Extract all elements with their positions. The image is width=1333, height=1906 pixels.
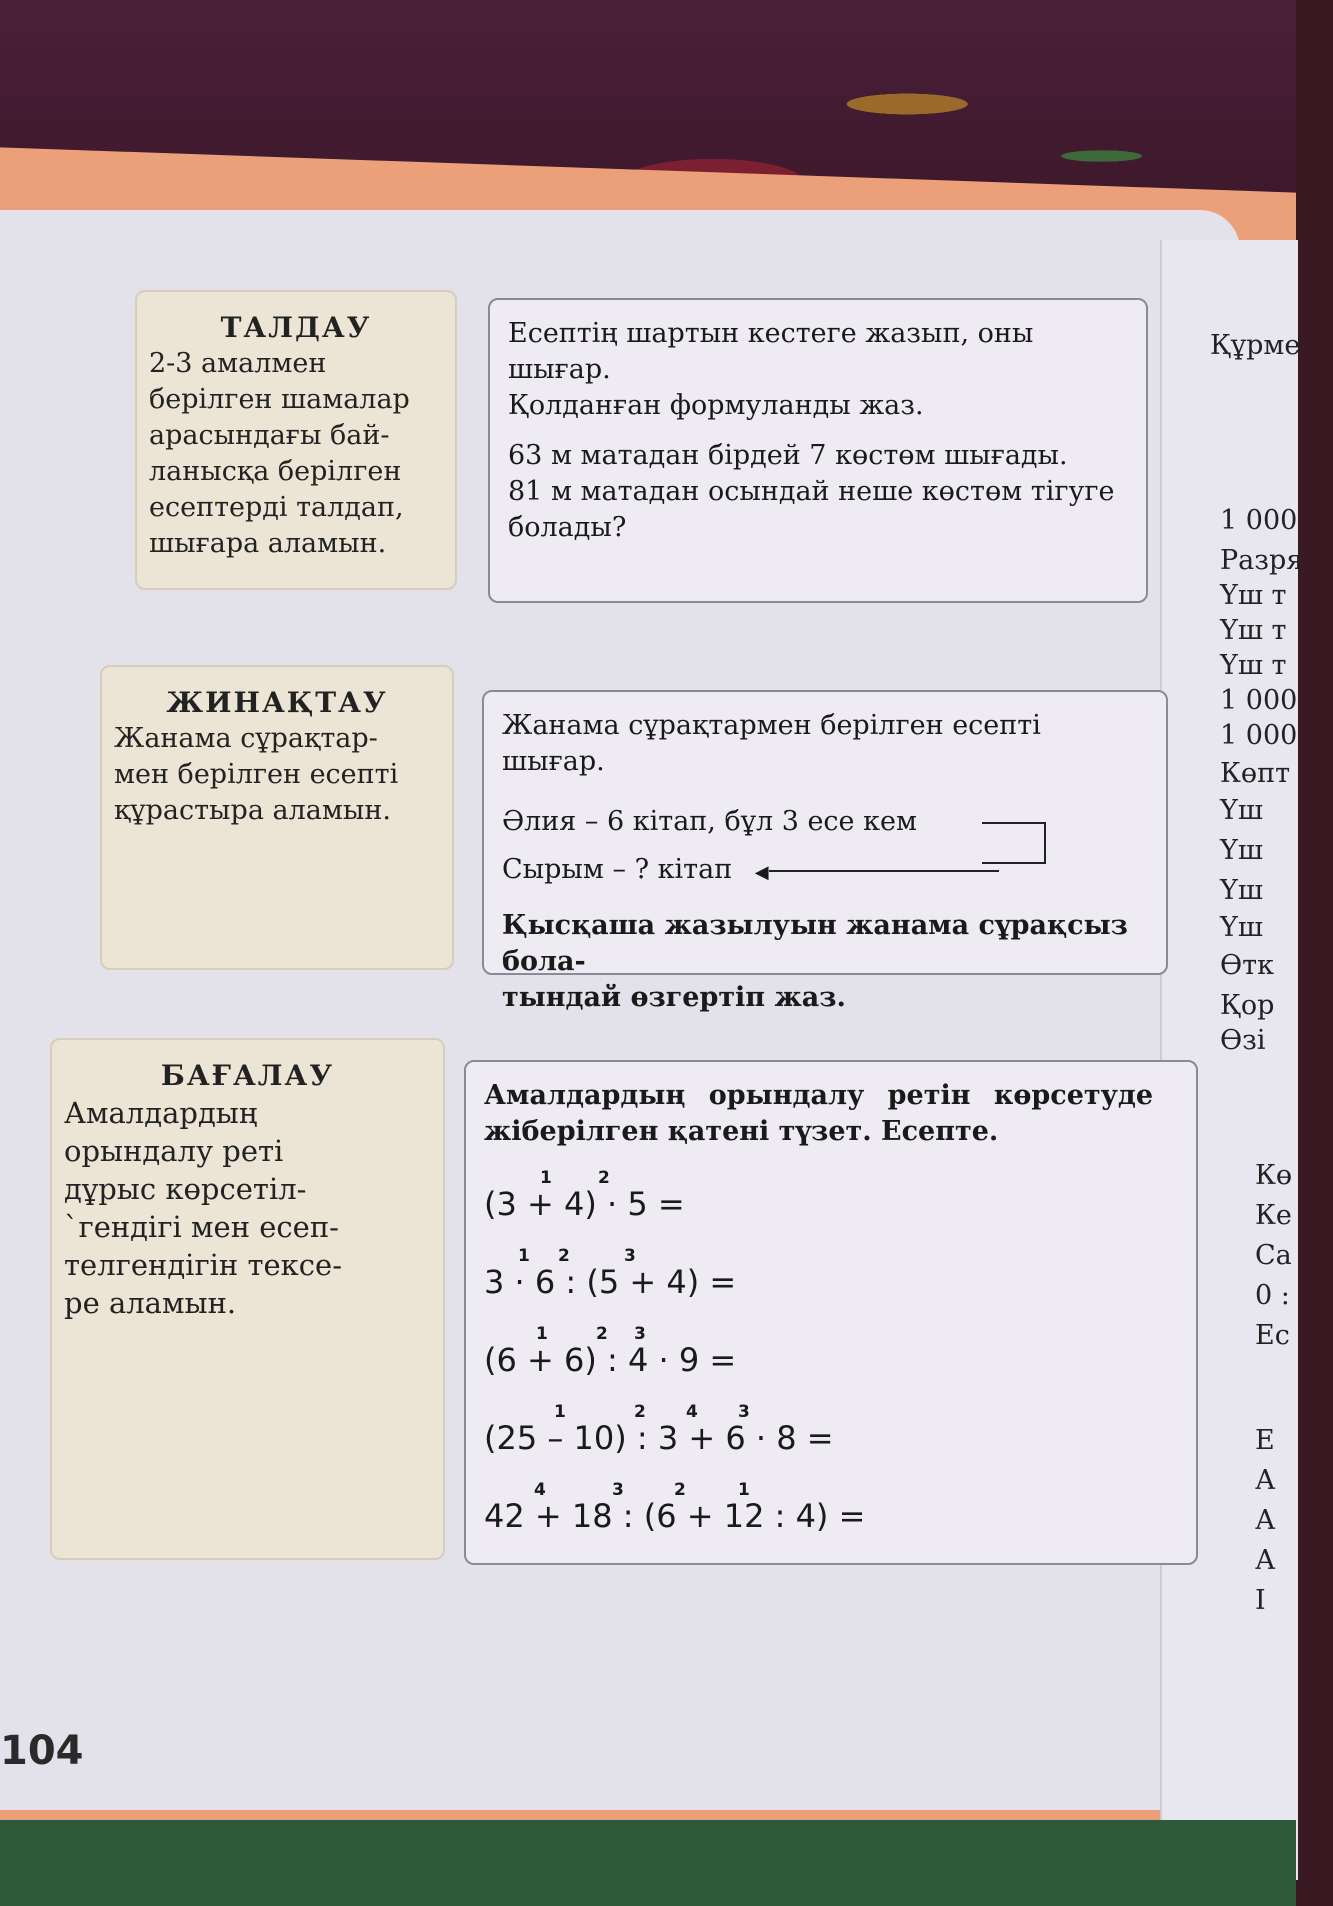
right-page-line: А bbox=[1255, 1505, 1276, 1536]
task1-problem: 63 м матадан бірдей 7 көстөм шығады. bbox=[508, 440, 1068, 471]
order-number: 2 bbox=[598, 1168, 610, 1188]
expression-2 bbox=[484, 1238, 1178, 1316]
card-line: мен берілген есепті bbox=[114, 759, 399, 790]
task3-instruction: Амалдардың орындалу ретін көрсетуде bbox=[484, 1080, 1154, 1111]
order-number: 4 bbox=[534, 1480, 546, 1500]
right-page-line: Кө bbox=[1255, 1160, 1293, 1191]
right-page-line: Көпт bbox=[1220, 758, 1291, 789]
formula: (6 + 6) : 4 · 9 = bbox=[484, 1341, 737, 1379]
right-page-line: Үш bbox=[1220, 835, 1263, 866]
expression-1 bbox=[484, 1160, 1178, 1238]
order-number: 2 bbox=[596, 1324, 608, 1344]
card-line: 2-3 амалмен bbox=[149, 348, 327, 379]
formula: 3 · 6 : (5 + 4) = bbox=[484, 1263, 737, 1301]
formula: 42 + 18 : (6 + 12 : 4) = bbox=[484, 1497, 866, 1535]
right-page-line: Үш т bbox=[1220, 580, 1287, 611]
right-page-line: А bbox=[1255, 1545, 1276, 1576]
right-page-line: Са bbox=[1255, 1240, 1292, 1271]
card-line: Жанама сұрақтар- bbox=[114, 723, 378, 754]
task1-problem: болады? bbox=[508, 512, 627, 543]
bracket-line bbox=[982, 822, 1046, 864]
right-page-line: Үш т bbox=[1220, 615, 1287, 646]
order-number: 1 bbox=[518, 1246, 530, 1266]
card-line: берілген шамалар bbox=[149, 384, 410, 415]
task-box-1 bbox=[488, 298, 1148, 603]
right-page-line: Ке bbox=[1255, 1200, 1292, 1231]
order-number: 1 bbox=[738, 1480, 750, 1500]
expression-3 bbox=[484, 1316, 1178, 1394]
order-number: 3 bbox=[738, 1402, 750, 1422]
expression-5 bbox=[484, 1472, 1178, 1550]
card-title: ЖИНАҚТАУ bbox=[166, 686, 388, 719]
task1-problem: 81 м матадан осындай неше көстөм тігуге bbox=[508, 476, 1115, 507]
arrow-left-icon: ◀ bbox=[754, 862, 769, 883]
right-page-line: Үш bbox=[1220, 875, 1263, 906]
order-number: 2 bbox=[634, 1402, 646, 1422]
card-line: `гендігі мен есеп- bbox=[64, 1210, 339, 1244]
formula: (25 – 10) : 3 + 6 · 8 = bbox=[484, 1419, 834, 1457]
card-line: ре аламын. bbox=[64, 1286, 237, 1320]
formula: (3 + 4) · 5 = bbox=[484, 1185, 685, 1223]
order-number: 1 bbox=[554, 1402, 566, 1422]
task2-line-1: Әлия – 6 кітап, бұл 3 есе кем bbox=[502, 806, 917, 837]
card-line: телгендігін тексе- bbox=[64, 1248, 342, 1282]
order-number: 4 bbox=[686, 1402, 698, 1422]
arrow-shaft bbox=[769, 870, 999, 872]
card-zhinaktau bbox=[100, 665, 454, 970]
right-page-line: 1 000 bbox=[1220, 685, 1298, 716]
right-page-line: А bbox=[1255, 1465, 1276, 1496]
task1-instruction: Есептің шартын кестеге жазып, оны шығар. bbox=[508, 318, 1034, 385]
right-page-header: Құрме bbox=[1210, 330, 1301, 361]
card-title: ТАЛДАУ bbox=[220, 311, 372, 344]
right-page-line: Ес bbox=[1255, 1320, 1290, 1351]
right-page-line: 1 000 bbox=[1220, 505, 1298, 536]
task-box-2 bbox=[482, 690, 1168, 1013]
right-page-line: Қор bbox=[1220, 990, 1275, 1021]
table-surface bbox=[0, 1820, 1296, 1906]
card-line: арасындағы бай- bbox=[149, 420, 390, 451]
card-bagalau bbox=[50, 1038, 445, 1560]
card-line: ланысқа берілген bbox=[149, 456, 402, 487]
card-line: Амалдардың bbox=[64, 1096, 258, 1130]
order-number: 3 bbox=[634, 1324, 646, 1344]
card-title: БАҒАЛАУ bbox=[160, 1059, 335, 1092]
order-number: 3 bbox=[624, 1246, 636, 1266]
task3-instruction: жіберілген қатені түзет. Есепте. bbox=[484, 1116, 999, 1147]
task2-line-2-text: Сырым – ? кітап bbox=[502, 854, 733, 885]
card-line: шығара аламын. bbox=[149, 528, 387, 559]
right-page-line: Өзі bbox=[1220, 1025, 1266, 1056]
right-page-line: 1 000 bbox=[1220, 720, 1298, 751]
right-page-line: Үш bbox=[1220, 795, 1263, 826]
task-box-3 bbox=[464, 1060, 1198, 1565]
task2-instruction: Жанама сұрақтармен берілген есепті шығар. bbox=[502, 710, 1041, 777]
order-number: 2 bbox=[558, 1246, 570, 1266]
right-page-line: Разря bbox=[1220, 545, 1304, 576]
right-page-line: 0 : bbox=[1255, 1280, 1290, 1311]
card-line: құрастыра аламын. bbox=[114, 795, 391, 826]
order-number: 1 bbox=[540, 1168, 552, 1188]
card-line: дұрыс көрсетіл- bbox=[64, 1172, 307, 1206]
expression-4 bbox=[484, 1394, 1178, 1472]
task2-task: тындай өзгертіп жаз. bbox=[502, 982, 846, 1013]
page-number: 104 bbox=[0, 1728, 84, 1774]
right-page-line: Үш т bbox=[1220, 650, 1287, 681]
task1-instruction: Қолданған формуланды жаз. bbox=[508, 390, 924, 421]
right-page-line: Үш bbox=[1220, 912, 1263, 943]
card-line: есептерді талдап, bbox=[149, 492, 404, 523]
right-page-line: Өтк bbox=[1220, 950, 1274, 981]
order-number: 2 bbox=[674, 1480, 686, 1500]
order-number: 3 bbox=[612, 1480, 624, 1500]
task2-line-2 bbox=[502, 852, 1148, 891]
card-taldau bbox=[135, 290, 457, 590]
task2-task: Қысқаша жазылуын жанама сұрақсыз бола- bbox=[502, 910, 1128, 977]
right-page-line: I bbox=[1255, 1585, 1266, 1616]
card-line: орындалу реті bbox=[64, 1134, 284, 1168]
right-page-line: Е bbox=[1255, 1425, 1275, 1456]
order-number: 1 bbox=[536, 1324, 548, 1344]
